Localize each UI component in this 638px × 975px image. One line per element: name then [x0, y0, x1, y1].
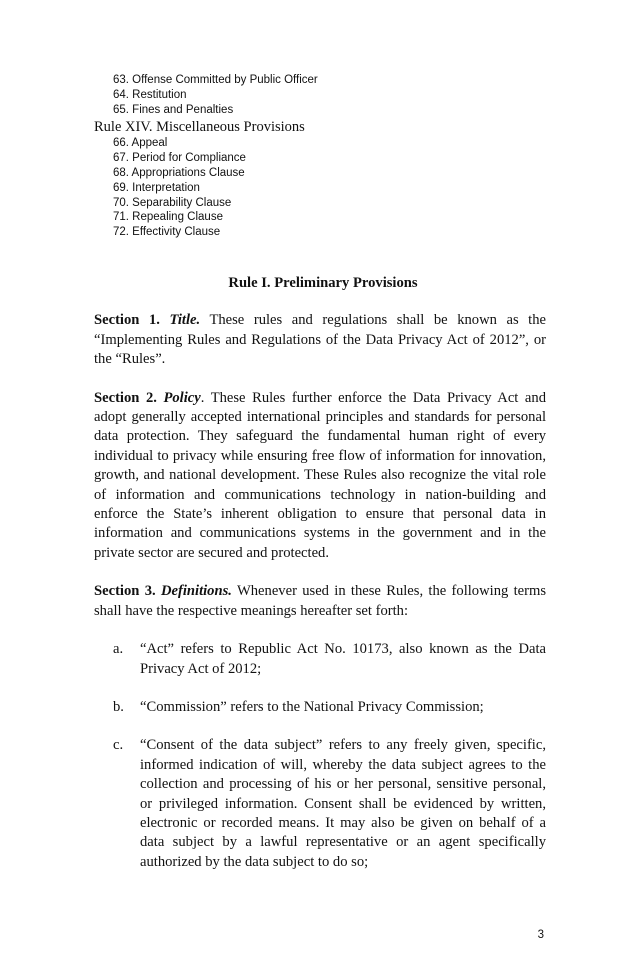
- list-item: [94, 640, 546, 679]
- toc-item: 71. Repealing Clause: [113, 211, 223, 224]
- section-2: [94, 389, 546, 564]
- definition-text: “Commission” refers to the National Privacy Commission;: [140, 698, 484, 715]
- page-number: 3: [537, 929, 544, 941]
- toc-item: 64. Restitution: [113, 88, 187, 101]
- toc-item: 69. Interpretation: [113, 181, 200, 194]
- document-body: [94, 274, 546, 891]
- section-text: These rules and regulations shall be known as the “Implementing Rules and Regulations of the Data Privacy Act of 2012”, or the “Rules”.: [94, 312, 547, 368]
- section-1: [94, 311, 546, 369]
- rule-title: Rule I. Preliminary Provisions: [228, 275, 418, 291]
- toc-item: 66. Appeal: [113, 137, 168, 150]
- section-label: Section 1.: [94, 312, 160, 329]
- section-term: Title.: [169, 312, 201, 329]
- toc-item: 63. Offense Committed by Public Officer: [113, 74, 318, 86]
- definitions-list: [94, 640, 546, 872]
- toc-rule-heading: Rule XIV. Miscellaneous Provisions: [94, 119, 305, 136]
- list-item: [94, 698, 546, 717]
- section-term: Policy: [163, 389, 201, 406]
- section-label: Section 3.: [94, 583, 156, 600]
- toc-item: 67. Period for Compliance: [113, 152, 246, 165]
- section-term: Definitions.: [160, 583, 232, 600]
- list-item: [94, 736, 546, 872]
- section-text: Whenever used in these Rules, the following terms shall have the respective meanings hereafter set forth:: [94, 583, 547, 619]
- list-marker: c.: [113, 737, 124, 754]
- list-marker: a.: [113, 641, 124, 658]
- toc-item: 65. Fines and Penalties: [113, 103, 234, 116]
- toc-item: 68. Appropriations Clause: [113, 166, 245, 179]
- toc-item: 70. Separability Clause: [113, 196, 232, 209]
- table-of-contents: [94, 73, 554, 240]
- section-3: [94, 582, 546, 621]
- section-label: Section 2.: [94, 389, 157, 406]
- section-text: . These Rules further enforce the Data Privacy Act and adopt generally accepted international principles and standards for personal data protection. They safeguard the fundamental human right of every individual to privacy while ensuring free flow of information for innovation, growth, and national development. These Rules also recognize the vital role of information and communications technology in nation-building and enforce the State’s inherent obligation to ensure that personal data in information and communications systems in the government and in the private sector are secured and protected.: [94, 389, 546, 561]
- toc-item: 72. Effectivity Clause: [113, 226, 221, 239]
- list-marker: b.: [113, 698, 124, 715]
- definition-text: “Act” refers to Republic Act No. 10173, also known as the Data Privacy Act of 2012;: [140, 641, 546, 677]
- definition-text: “Consent of the data subject” refers to any freely given, specific, informed indication of will, whereby the data subject agrees to the collection and processing of his or her personal, sensitive personal, or privileged information. Consent shall be evidenced by written, electronic or recorded means. It may also be given on behalf of a data subject by a lawful representative or an agent specifically authorized by the data subject to do so;: [140, 737, 546, 870]
